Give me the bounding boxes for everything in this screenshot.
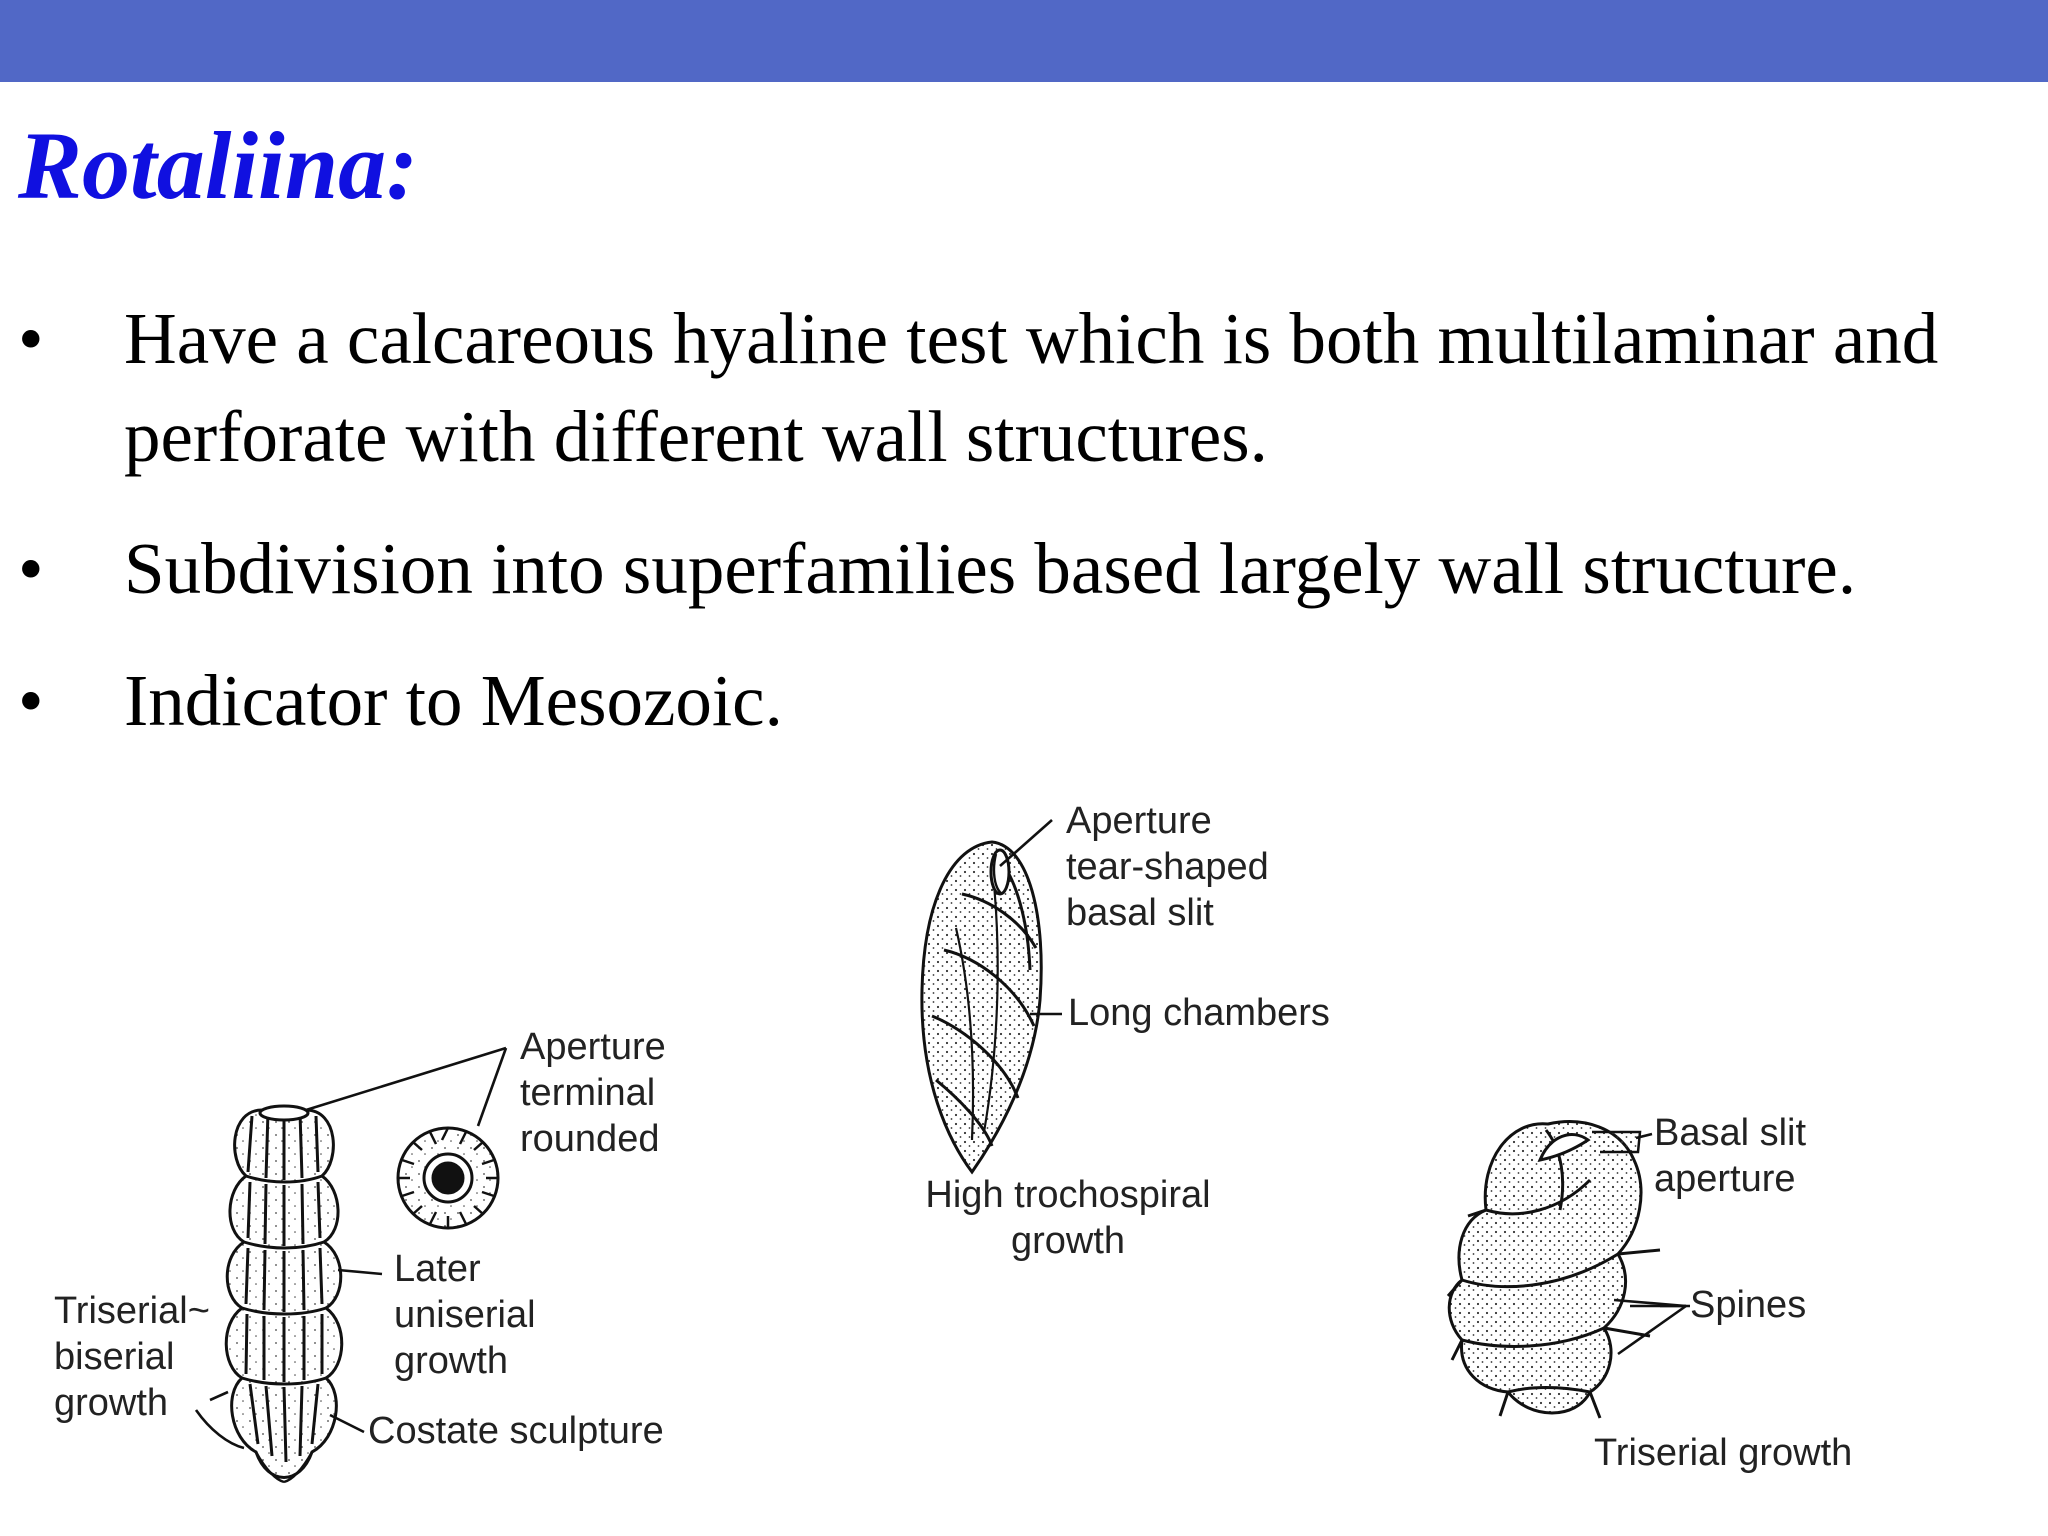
label-later-uniserial-growth: Later uniserial growth <box>394 1248 536 1382</box>
label-triserial-growth: Triserial growth <box>1594 1432 1853 1474</box>
aperture-end-view-drawing <box>398 1128 498 1228</box>
trochospiral-specimen-drawing <box>922 842 1041 1172</box>
bullet-item <box>0 520 2048 618</box>
slide-title: Rotaliina: <box>18 112 419 219</box>
label-basal-slit-aperture: Basal slit aperture <box>1654 1112 1807 1200</box>
bullet-item <box>0 290 2048 486</box>
label-aperture-terminal-rounded: Aperture terminal rounded <box>520 1026 666 1160</box>
bullet-dot: • <box>18 660 44 741</box>
bullet-text: Indicator to Mesozoic. <box>124 660 783 741</box>
bullet-dot: • <box>18 528 44 609</box>
bullet-text: Have a calcareous hyaline test which is both multilaminar and perforate with different wall structures. <box>124 298 1939 477</box>
label-high-trochospiral-growth: High trochospiral growth <box>925 1174 1211 1262</box>
bullet-item <box>0 652 2048 750</box>
bullet-dot: • <box>18 298 44 379</box>
label-spines: Spines <box>1690 1284 1807 1326</box>
label-triserial-biserial-growth: Triserial~ biserial growth <box>54 1290 210 1424</box>
bullet-text: Subdivision into superfamilies based largely wall structure. <box>124 528 1857 609</box>
foraminifera-illustration <box>0 780 2048 1536</box>
label-long-chambers: Long chambers <box>1068 992 1330 1034</box>
spinose-specimen-drawing <box>1448 1122 1660 1418</box>
label-costate-sculpture: Costate sculpture <box>368 1410 664 1452</box>
bullet-list <box>0 290 2048 750</box>
label-aperture-tear-shaped: Aperture tear-shaped basal slit <box>1066 800 1269 934</box>
uniserial-specimen-drawing <box>226 1106 342 1482</box>
header-bar <box>0 0 2048 82</box>
